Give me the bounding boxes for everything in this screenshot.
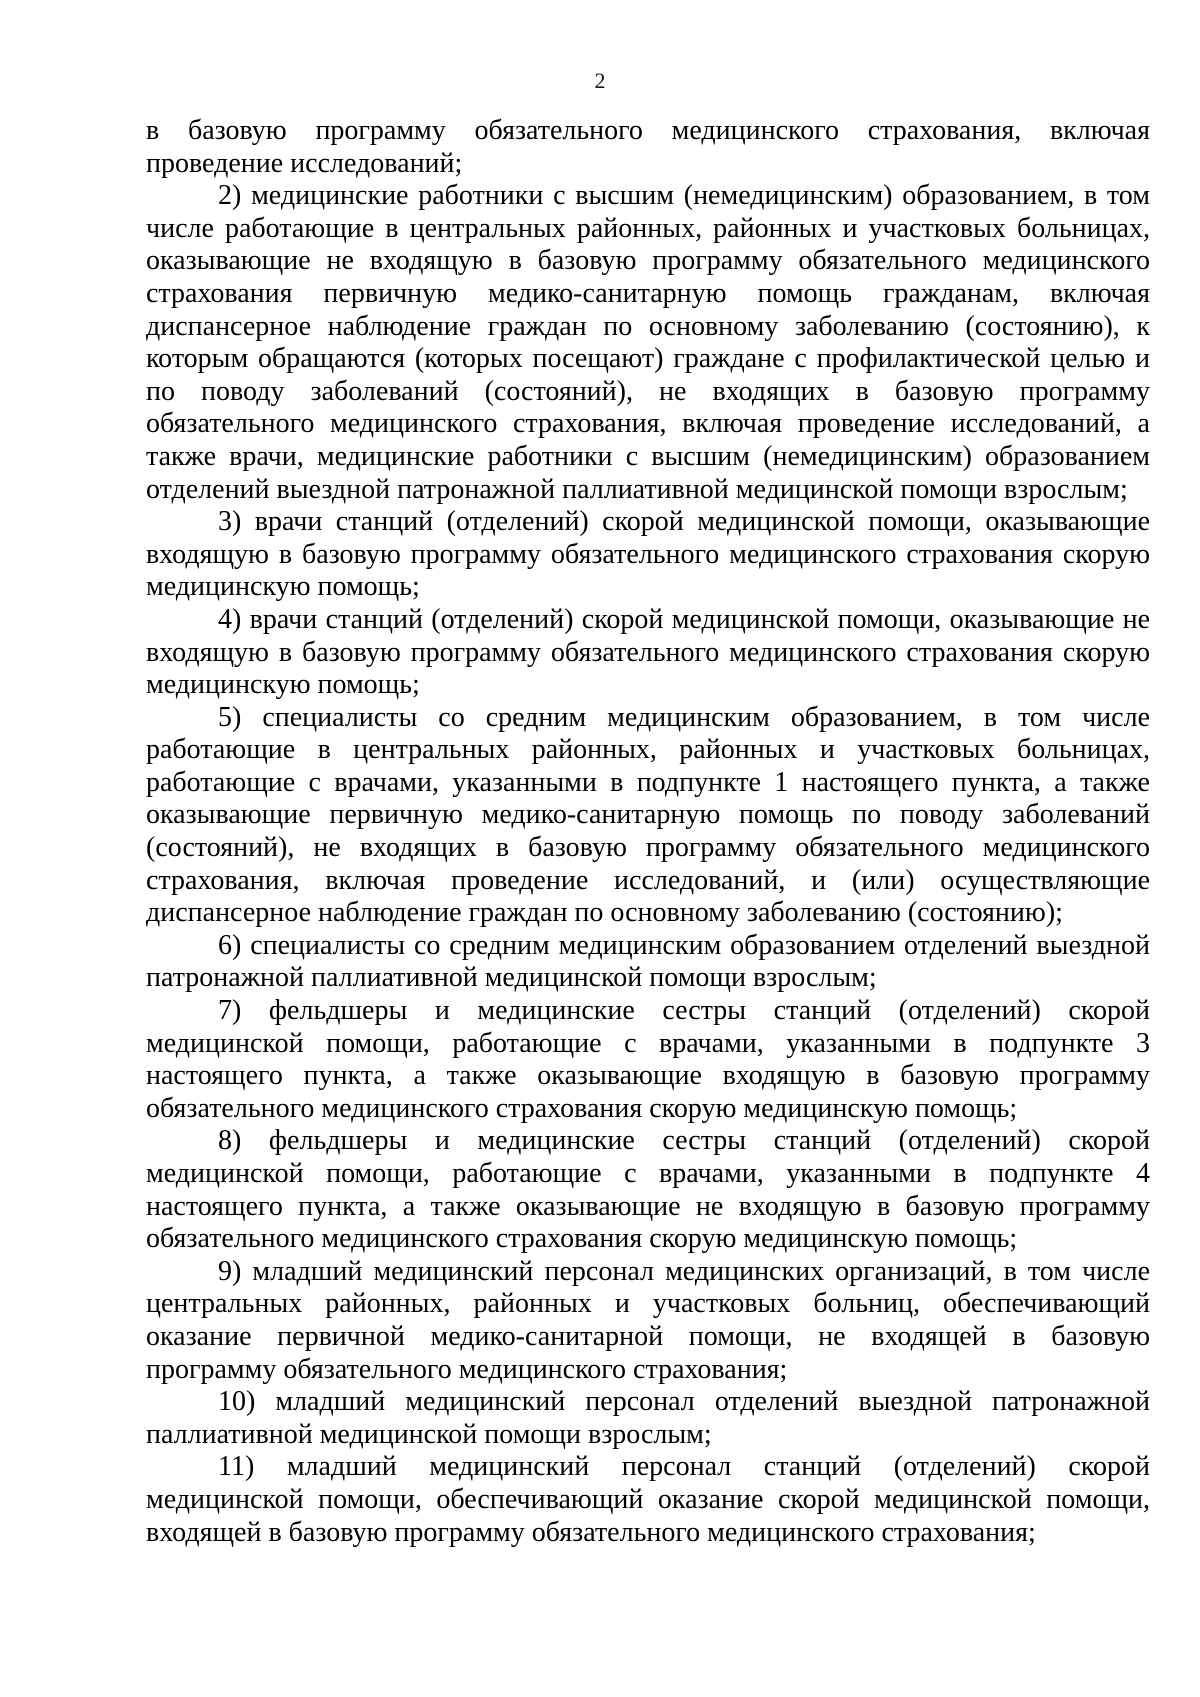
paragraph-item-3: 3) врачи станций (отделений) скорой медицинской помощи, оказывающие входящую в базовую программу обязательного медицинского страхования скорую медицинскую помощь; — [146, 506, 1150, 603]
paragraph-item-11: 11) младший медицинский персонал станций (отделений) скорой медицинской помощи, обеспечивающий оказание скорой медицинской помощи, входящей в базовую программу обязательного медицинского страхования; — [146, 1451, 1150, 1548]
paragraph-item-6: 6) специалисты со средним медицинским образованием отделений выездной патронажной паллиативной медицинской помощи взрослым; — [146, 929, 1150, 994]
document-body — [146, 115, 1150, 1549]
paragraph-item-9: 9) младший медицинский персонал медицинских организаций, в том числе центральных районных, районных и участковых больниц, обеспечивающий оказание первичной медико-санитарной помощи, не входящей в базовую программу обязательного медицинского страхования; — [146, 1255, 1150, 1385]
paragraph-item-4: 4) врачи станций (отделений) скорой медицинской помощи, оказывающие не входящую в базовую программу обязательного медицинского страхования скорую медицинскую помощь; — [146, 603, 1150, 701]
paragraph-item-10: 10) младший медицинский персонал отделений выездной патронажной паллиативной медицинской помощи взрослым; — [146, 1386, 1150, 1450]
paragraph-item-7: 7) фельдшеры и медицинские сестры станций (отделений) скорой медицинской помощи, работающие с врачами, указанными в подпункте 3 настоящего пункта, а также оказывающие входящую в базовую программу обязательного медицинского страхования скорую медицинскую помощь; — [146, 995, 1150, 1124]
paragraph-item-2: 2) медицинские работники с высшим (немедицинским) образованием, в том числе работающие в центральных районных, районных и участковых больницах, оказывающие не входящую в базовую программу обязательного медицинского страхования первичную медико-санитарную помощь гражданам, включая диспансерное наблюдение граждан по основному заболеванию (состоянию), к которым обращаются (которых посещают) граждане с профилактической целью и по поводу заболеваний (состояний), не входящих в базовую программу обязательного медицинского страхования, включая проведение исследований, а также врачи, медицинские работники с высшим (немедицинским) образованием отделений выездной патронажной паллиативной медицинской помощи взрослым; — [146, 180, 1150, 505]
paragraph-item-5: 5) специалисты со средним медицинским образованием, в том числе работающие в центральных районных, районных и участковых больницах, работающие с врачами, указанными в подпункте 1 настоящего пункта, а также оказывающие первичную медико-санитарную помощь по поводу заболеваний (состояний), не входящих в базовую программу обязательного медицинского страхования, включая проведение исследований, и (или) осуществляющие диспансерное наблюдение граждан по основному заболеванию (состоянию); — [146, 701, 1150, 929]
paragraph-continuation: в базовую программу обязательного медицинского страхования, включая проведение исследований; — [146, 115, 1150, 179]
paragraph-item-8: 8) фельдшеры и медицинские сестры станций (отделений) скорой медицинской помощи, работающие с врачами, указанными в подпункте 4 настоящего пункта, а также оказывающие не входящую в базовую программу обязательного медицинского страхования скорую медицинскую помощь; — [146, 1125, 1150, 1255]
page-number: 2 — [594, 68, 606, 93]
